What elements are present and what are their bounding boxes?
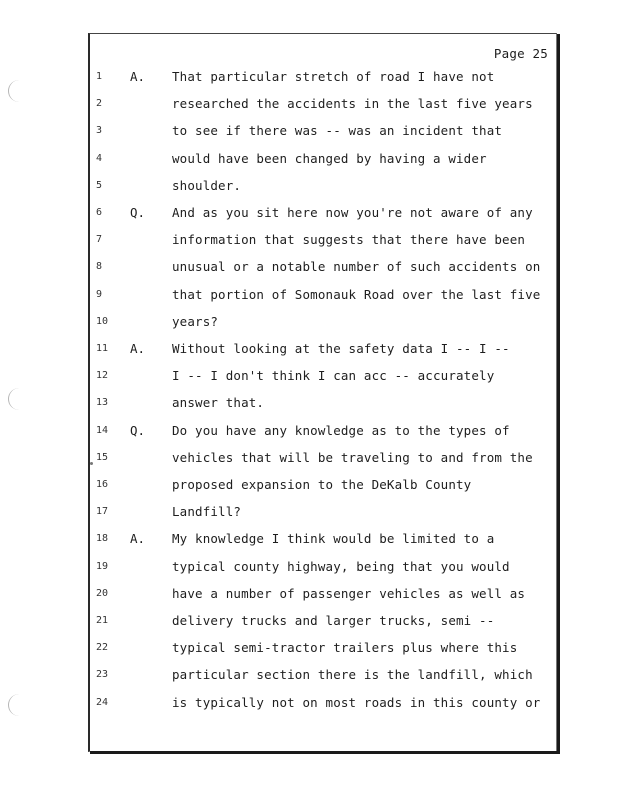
- frame-shadow: [90, 751, 560, 754]
- transcript-line: [0, 178, 618, 205]
- transcript-line: [0, 613, 618, 640]
- line-text: Landfill?: [172, 504, 242, 520]
- line-number: 4: [96, 152, 103, 164]
- line-text: information that suggests that there have been: [172, 232, 526, 248]
- line-number: 24: [96, 696, 109, 708]
- transcript-line: [0, 423, 618, 450]
- transcript-line: [0, 341, 618, 368]
- line-number: 17: [96, 506, 109, 518]
- line-text: that portion of Somonauk Road over the last five: [172, 286, 541, 302]
- line-number: 19: [96, 560, 109, 572]
- line-text: typical semi-tractor trailers plus where this: [172, 640, 518, 656]
- transcript-line: [0, 477, 618, 504]
- line-text: proposed expansion to the DeKalb County: [172, 477, 472, 492]
- transcript-line: [0, 586, 618, 613]
- line-text: researched the accidents in the last five years: [172, 96, 533, 112]
- transcript-line: [0, 69, 618, 96]
- line-text: shoulder.: [172, 177, 242, 193]
- line-number: 11: [96, 343, 109, 354]
- line-text: answer that.: [172, 395, 265, 411]
- line-text: particular section there is the landfill, which: [172, 667, 533, 683]
- line-number: 16: [96, 479, 109, 490]
- line-number: 15: [96, 451, 109, 463]
- line-text: unusual or a notable number of such accidents on: [172, 259, 541, 275]
- transcript-line: [0, 232, 618, 259]
- line-number: 6: [96, 207, 103, 218]
- line-text: is typically not on most roads in this county or: [172, 694, 541, 710]
- transcript-line: [0, 368, 618, 395]
- line-number: 23: [96, 669, 109, 681]
- line-text: would have been changed by having a wider: [172, 150, 487, 166]
- transcript-line: [0, 205, 618, 232]
- line-text: years?: [172, 313, 219, 329]
- line-text: Do you have any knowledge as to the types of: [172, 422, 510, 438]
- speaker-label: A.: [130, 69, 146, 84]
- transcript-line: [0, 123, 618, 150]
- line-number: 21: [96, 615, 109, 626]
- line-number: 2: [96, 98, 103, 110]
- transcript-line: [0, 96, 618, 123]
- line-text: vehicles that will be traveling to and from the: [172, 449, 533, 465]
- line-text: I -- I don't think I can acc -- accurately: [172, 368, 495, 384]
- line-text: And as you sit here now you're not aware of any: [172, 205, 533, 220]
- speaker-label: A.: [130, 531, 146, 547]
- line-number: 22: [96, 642, 109, 654]
- line-number: 20: [96, 587, 109, 599]
- line-text: That particular stretch of road I have not: [172, 69, 495, 84]
- transcript-line: [0, 504, 618, 531]
- line-number: 8: [96, 261, 103, 273]
- line-number: 13: [96, 397, 109, 409]
- line-number: 18: [96, 533, 109, 545]
- transcript-line: [0, 151, 618, 178]
- line-number: 1: [96, 71, 103, 82]
- transcript-line: [0, 287, 618, 314]
- line-number: 7: [96, 234, 103, 246]
- transcript-line: [0, 259, 618, 286]
- speaker-label: A.: [130, 341, 146, 356]
- speaker-label: Q.: [130, 205, 146, 220]
- line-number: 10: [96, 315, 109, 327]
- line-number: 3: [96, 125, 103, 137]
- transcript-line: [0, 640, 618, 667]
- line-text: Without looking at the safety data I -- I --: [172, 341, 510, 356]
- transcript-line: [0, 695, 618, 722]
- line-number: 14: [96, 424, 109, 436]
- line-text: typical county highway, being that you would: [172, 558, 510, 574]
- line-number: 12: [96, 370, 109, 382]
- transcript-line: [0, 314, 618, 341]
- transcript-line: [0, 559, 618, 586]
- transcript-line: [0, 667, 618, 694]
- transcript-line: [0, 531, 618, 558]
- transcript-line: [0, 450, 618, 477]
- line-text: to see if there was -- was an incident that: [172, 123, 503, 139]
- speaker-label: Q.: [130, 422, 146, 438]
- page-number: Page 25: [493, 46, 548, 61]
- transcript-line: [0, 395, 618, 422]
- line-text: have a number of passenger vehicles as well as: [172, 585, 526, 601]
- line-text: My knowledge I think would be limited to a: [172, 531, 495, 547]
- line-text: delivery trucks and larger trucks, semi --: [172, 613, 495, 628]
- line-number: 9: [96, 288, 103, 300]
- line-number: 5: [96, 179, 103, 191]
